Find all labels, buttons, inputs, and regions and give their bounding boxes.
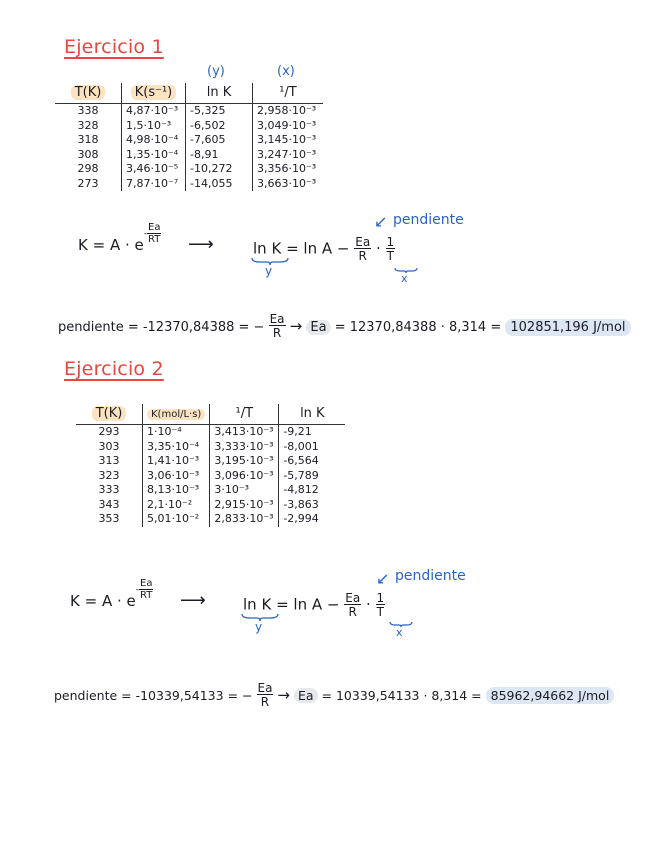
- ex1-header-invt: ¹/T: [253, 83, 324, 104]
- ex1-slope-text: pendiente = -12370,84388 =: [58, 320, 250, 335]
- cell-k: 4,87·10⁻³: [122, 104, 186, 119]
- cell-t: 343: [98, 497, 120, 511]
- ex1-header-lnk: ln K: [186, 83, 253, 104]
- ex1-ea-calc: = 12370,84388 · 8,314 =: [334, 320, 502, 335]
- ex2-linear-eq: ln K = ln A − $\frac{Ea}{R}$ · $\frac{1}{T}$: [243, 591, 385, 619]
- cell-lnk: -4,812: [279, 483, 346, 498]
- cell-lnk: -14,055: [186, 177, 253, 192]
- ex1-res-frac-den: R: [272, 326, 282, 340]
- ex1-ea-label: Ea: [306, 320, 330, 335]
- ex2-slope-text: pendiente = -10339,54133 =: [54, 688, 239, 703]
- ex2-title: Ejercicio 2: [64, 358, 164, 380]
- ex1-res-frac-num: Ea: [269, 312, 285, 326]
- cell-k: 1,35·10⁻⁴: [122, 148, 186, 163]
- ex2-lnk: ln K: [243, 595, 272, 614]
- cell-lnk: -7,605: [186, 133, 253, 148]
- cell-lnk: -8,001: [279, 440, 346, 455]
- table-row: [76, 512, 345, 527]
- cell-t: 318: [77, 133, 99, 146]
- ex2-eq-lhs: K = A · e: [70, 592, 136, 610]
- cell-invt: 3,145·10⁻³: [253, 133, 324, 148]
- ex1-ea-result: 102851,196 J/mol: [505, 319, 630, 336]
- ex2-header-invt: ¹/T: [210, 404, 279, 425]
- ex1-exp-den: RT: [148, 233, 161, 245]
- ex1-table-header: [55, 83, 323, 104]
- ex2-arrow-icon: ⟶: [180, 590, 206, 611]
- ex1-minus: −: [253, 320, 265, 335]
- cell-t: 323: [98, 468, 120, 482]
- ex1-arrhenius: $K = A \cdot e^{- \frac{Ea}{RT}}$: [78, 221, 161, 254]
- table-row: [76, 454, 345, 469]
- cell-t: 333: [98, 483, 120, 496]
- cell-lnk: -6,564: [279, 454, 346, 469]
- table-row: [55, 119, 323, 134]
- ex2-x-mark: x: [396, 626, 403, 639]
- ex2-pendiente-arrow-icon: ↙: [376, 569, 390, 588]
- cell-lnk: -9,21: [279, 425, 346, 440]
- ex1-pendiente-label: pendiente: [393, 212, 464, 228]
- ex2-pendiente-label: pendiente: [395, 568, 466, 584]
- table-row: [55, 177, 323, 192]
- cell-k: 8,13·10⁻³: [143, 483, 210, 498]
- cell-invt: 3,663·10⁻³: [253, 177, 324, 192]
- cell-t: 328: [77, 118, 99, 132]
- ex1-title: Ejercicio 1: [64, 36, 164, 58]
- cell-k: 4,98·10⁻⁴: [122, 133, 186, 148]
- cell-k: 2,1·10⁻²: [143, 498, 210, 513]
- ex1-frac-num: Ea: [355, 235, 371, 249]
- ex2-header-t: T(K): [92, 406, 127, 421]
- ex2-table-header: [76, 404, 345, 425]
- cell-invt: 3,096·10⁻³: [210, 469, 279, 484]
- ex1-arrow-icon: ⟶: [188, 234, 214, 255]
- cell-invt: 3,413·10⁻³: [210, 425, 279, 440]
- cell-t: 293: [98, 425, 120, 438]
- ex2-res-frac-num: Ea: [257, 681, 273, 695]
- ex2-t-den: T: [376, 605, 384, 619]
- table-row: [55, 104, 323, 119]
- ex1-result-line: pendiente = -12370,84388 = − $\frac{Ea}{R}$ → Ea = 12370,84388 · 8,314 = 102851,196 J/mol: [58, 313, 631, 339]
- table-row: [76, 498, 345, 513]
- ex1-lnk: ln K: [253, 239, 282, 258]
- cell-t: 303: [98, 439, 120, 453]
- ex1-pendiente-arrow-icon: ↙: [374, 212, 388, 231]
- ex2-y-mark: y: [255, 620, 263, 634]
- ex2-ea-calc: = 10339,54133 · 8,314 =: [321, 688, 482, 703]
- ex2-ea-result: 85962,94662 J/mol: [486, 687, 615, 704]
- cell-k: 5,01·10⁻²: [143, 512, 210, 527]
- cell-k: 1,41·10⁻³: [143, 454, 210, 469]
- ex2-exp-num: Ea: [140, 577, 153, 589]
- cell-invt: 2,958·10⁻³: [253, 104, 324, 119]
- cell-lnk: -5,325: [186, 104, 253, 119]
- cell-t: 273: [77, 176, 99, 190]
- ex2-one: 1: [376, 591, 385, 605]
- ex2-res-frac-den: R: [260, 695, 270, 709]
- cell-invt: 2,915·10⁻³: [210, 498, 279, 513]
- ex2-frac-den: R: [348, 605, 357, 619]
- table-row: [55, 133, 323, 148]
- cell-k: 3,46·10⁻⁵: [122, 162, 186, 177]
- cell-invt: 3,333·10⁻³: [210, 440, 279, 455]
- ex2-header-k: K(mol/L·s): [147, 409, 205, 420]
- ex2-result-line: pendiente = -10339,54133 = − $\frac{Ea}{R}$ → Ea = 10339,54133 · 8,314 = 85962,94662 J/mol: [54, 682, 614, 708]
- ex1-frac-den: R: [358, 249, 367, 263]
- ex1-axis-y-label: (y): [207, 64, 225, 79]
- cell-t: 338: [77, 104, 99, 117]
- ex2-table: [76, 404, 345, 527]
- ex2-ea-label: Ea: [294, 688, 318, 703]
- cell-invt: 3,356·10⁻³: [253, 162, 324, 177]
- cell-k: 1·10⁻⁴: [143, 425, 210, 440]
- cell-invt: 3·10⁻³: [210, 483, 279, 498]
- ex1-ln-rhs: = ln A −: [286, 239, 350, 258]
- table-row: [76, 440, 345, 455]
- table-row: [76, 425, 345, 440]
- ex2-exp-den: RT: [140, 589, 153, 601]
- cell-t: 353: [98, 512, 120, 525]
- ex1-t-den: T: [386, 249, 394, 263]
- cell-lnk: -3,863: [279, 498, 346, 513]
- cell-lnk: -6,502: [186, 119, 253, 134]
- cell-lnk: -8,91: [186, 148, 253, 163]
- cell-lnk: -10,272: [186, 162, 253, 177]
- cell-invt: 3,247·10⁻³: [253, 148, 324, 163]
- ex2-arrhenius: $K = A \cdot e^{- \frac{Ea}{RT}}$: [70, 577, 153, 610]
- cell-lnk: -2,994: [279, 512, 346, 527]
- ex1-x-mark: x: [401, 272, 408, 285]
- ex1-eq-lhs: K = A · e: [78, 236, 144, 254]
- cell-invt: 2,833·10⁻³: [210, 512, 279, 527]
- ex2-frac-num: Ea: [345, 591, 361, 605]
- ex2-ln-rhs: = ln A −: [276, 595, 340, 614]
- cell-t: 298: [77, 162, 99, 175]
- cell-invt: 3,049·10⁻³: [253, 119, 324, 134]
- cell-lnk: -5,789: [279, 469, 346, 484]
- table-row: [55, 162, 323, 177]
- cell-k: 1,5·10⁻³: [122, 119, 186, 134]
- cell-k: 3,35·10⁻⁴: [143, 440, 210, 455]
- ex2-header-lnk: ln K: [279, 404, 346, 425]
- ex1-linear-eq: ln K = ln A − $\frac{Ea}{R}$ · $\frac{1}{T}$: [253, 235, 395, 263]
- ex1-y-mark: y: [265, 264, 273, 278]
- ex1-header-t: T(K): [71, 85, 106, 100]
- ex1-header-k: K(s⁻¹): [131, 85, 177, 100]
- ex1-table: [55, 83, 323, 191]
- cell-t: 308: [77, 147, 99, 161]
- ex1-one: 1: [386, 235, 395, 249]
- ex2-minus: −: [242, 688, 253, 703]
- table-row: [76, 483, 345, 498]
- ex1-axis-x-label: (x): [277, 64, 295, 79]
- cell-invt: 3,195·10⁻³: [210, 454, 279, 469]
- cell-t: 313: [98, 454, 120, 467]
- ex1-exp-num: Ea: [148, 221, 161, 233]
- cell-k: 3,06·10⁻³: [143, 469, 210, 484]
- cell-k: 7,87·10⁻⁷: [122, 177, 186, 192]
- table-row: [76, 469, 345, 484]
- table-row: [55, 148, 323, 163]
